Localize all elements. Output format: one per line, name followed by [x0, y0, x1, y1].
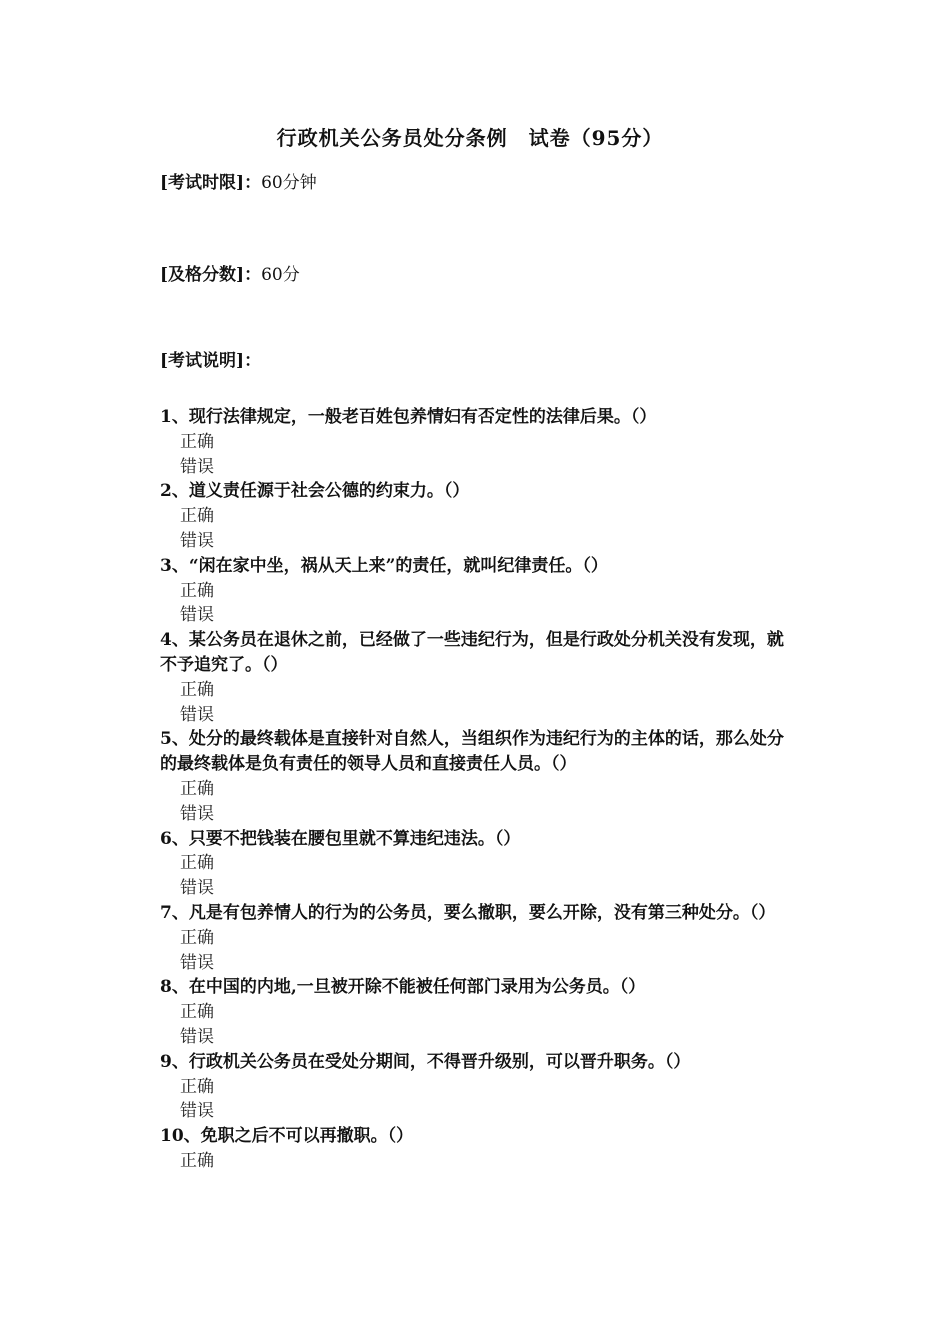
option-correct[interactable]: 正确: [180, 580, 214, 601]
question-text: 9、行政机关公务员在受处分期间，不得晋升级别，可以晋升职务。（）: [160, 1051, 691, 1072]
question-text: 2、道义责任源于社会公德的约束力。（）: [160, 481, 470, 502]
question-item: [160, 827, 800, 901]
option-correct[interactable]: 正确: [180, 778, 214, 799]
question-item: [160, 901, 800, 975]
option-wrong[interactable]: 错误: [180, 530, 214, 551]
pass-score-label: [及格分数]：: [160, 265, 262, 285]
option-correct[interactable]: 正确: [180, 853, 214, 874]
option-correct[interactable]: 正确: [180, 1002, 214, 1023]
pass-score-value: 60分: [261, 265, 300, 285]
option-correct[interactable]: 正确: [180, 1150, 214, 1171]
option-wrong[interactable]: 错误: [180, 605, 214, 626]
page-title: 行政机关公务员处分条例 试卷（95分）: [276, 126, 664, 150]
question-text: 6、只要不把钱装在腰包里就不算违纪违法。（）: [160, 828, 521, 849]
option-correct[interactable]: 正确: [180, 506, 214, 527]
instructions-label: [考试说明]：: [160, 351, 262, 371]
exam-time-value: 60分钟: [261, 173, 317, 193]
question-item: [160, 405, 800, 479]
pass-score: [160, 260, 300, 285]
question-text: 1、现行法律规定，一般老百姓包养情妇有否定性的法律后果。（）: [160, 407, 657, 427]
question-text: 8、在中国的内地,一旦被开除不能被任何部门录用为公务员。（）: [160, 977, 646, 998]
option-wrong[interactable]: 错误: [180, 456, 214, 477]
question-text: 5、处分的最终载体是直接针对自然人，当组织作为违纪行为的主体的话，那么处分的最终载体是负有责任的领导人员和直接责任人员。（）: [160, 729, 784, 775]
option-correct[interactable]: 正确: [180, 679, 214, 700]
option-correct[interactable]: 正确: [180, 431, 214, 452]
option-wrong[interactable]: 错误: [180, 803, 214, 824]
question-text: 10、免职之后不可以再撤职。（）: [160, 1126, 414, 1147]
option-wrong[interactable]: 错误: [180, 704, 214, 725]
option-wrong[interactable]: 错误: [180, 952, 214, 973]
option-correct[interactable]: 正确: [180, 927, 214, 948]
option-correct[interactable]: 正确: [180, 1076, 214, 1097]
question-item: [160, 628, 800, 727]
exam-time-label: [考试时限]：: [160, 173, 262, 193]
question-item: [160, 1124, 800, 1174]
question-item: [160, 554, 800, 628]
question-item: [160, 1050, 800, 1124]
option-wrong[interactable]: 错误: [180, 878, 214, 899]
exam-time: [160, 168, 317, 193]
question-text: 7、凡是有包养情人的行为的公务员，要么撤职，要么开除，没有第三种处分。（）: [160, 902, 776, 923]
question-text: 3、“闲在家中坐，祸从天上来”的责任，就叫纪律责任。（）: [160, 555, 608, 576]
question-text: 4、某公务员在退休之前，已经做了一些违纪行为，但是行政处分机关没有发现，就不予追究了。（）: [160, 630, 784, 675]
option-wrong[interactable]: 错误: [180, 1026, 214, 1047]
question-list: [160, 405, 800, 1174]
question-item: [160, 479, 800, 553]
question-item: [160, 727, 800, 826]
question-item: [160, 975, 800, 1049]
option-wrong[interactable]: 错误: [180, 1101, 214, 1122]
